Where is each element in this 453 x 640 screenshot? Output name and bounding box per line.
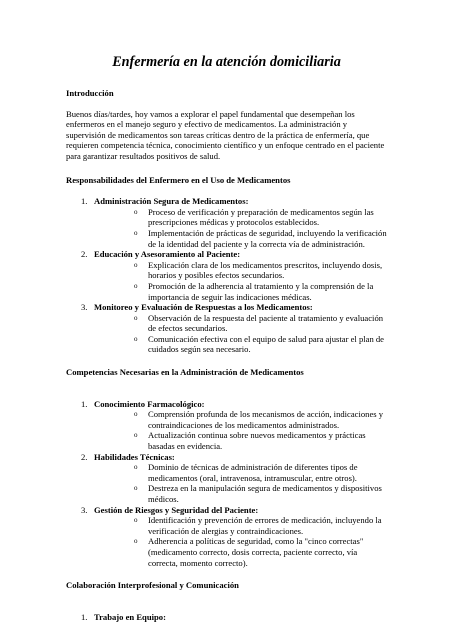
numbered-list xyxy=(66,399,387,569)
bullet-text: Adherencia a políticas de seguridad, como la "cinco correctas" (medicamento correcto, dosis correcta, paciente correcto, vía correcta, momento correcto). xyxy=(148,536,364,568)
list-item xyxy=(66,452,387,505)
bullet-icon: o xyxy=(134,313,138,322)
bullet-item xyxy=(94,334,387,355)
list-item xyxy=(66,612,387,623)
bullet-text: Dominio de técnicas de administración de diferentes tipos de medicamentos (oral, intravenosa, intramuscular, entre otros). xyxy=(148,462,358,483)
item-title: Gestión de Riesgos y Seguridad del Paciente: xyxy=(94,504,259,515)
item-title: Habilidades Técnicas: xyxy=(94,451,175,462)
bullet-icon: o xyxy=(134,281,138,290)
bullet-item xyxy=(94,515,387,536)
item-title: Administración Segura de Medicamentos: xyxy=(94,196,249,207)
bullet-icon: o xyxy=(134,463,138,472)
item-number: 3. xyxy=(81,504,88,515)
item-number: 3. xyxy=(81,302,88,313)
bullet-item xyxy=(94,409,387,430)
item-title: Conocimiento Farmacológico: xyxy=(94,398,205,409)
list-item xyxy=(66,302,387,355)
bullet-text: Proceso de verificación y preparación de medicamentos según las prescripciones médicas y protocolos establecidos. xyxy=(148,206,374,228)
item-number: 1. xyxy=(81,196,88,207)
section-heading: Colaboración Interprofesional y Comunicación xyxy=(66,580,239,591)
intro-paragraph: Buenos días/tardes, hoy vamos a explorar el papel fundamental que desempeñan los enfermeros en el manejo seguro y efectivo de medicamentos. La administración y supervisión de medicamentos son tareas críticas dentro de la práctica de enfermería, que requieren competencia técnica, conocimiento científico y un enfoque centrado en el paciente para garantizar resultados positivos de salud. xyxy=(66,108,385,161)
bullet-item xyxy=(94,462,387,483)
bullet-item xyxy=(94,281,387,302)
bullet-text: Comunicación efectiva con el equipo de salud para ajustar el plan de cuidados según sea necesario. xyxy=(148,333,384,355)
list-item xyxy=(66,196,387,249)
bullet-list xyxy=(94,515,387,568)
bullet-icon: o xyxy=(134,484,138,493)
bullet-list xyxy=(94,313,387,355)
bullet-item xyxy=(94,483,387,504)
item-number: 1. xyxy=(81,398,88,409)
item-title: Trabajo en Equipo: xyxy=(94,611,166,622)
spacer xyxy=(66,389,387,399)
bullet-item xyxy=(94,207,387,228)
bullet-text: Comprensión profunda de los mecanismos de acción, indicaciones y contraindicaciones de los medicamentos administrados. xyxy=(148,409,384,430)
bullet-icon: o xyxy=(134,516,138,525)
bullet-item xyxy=(94,536,387,568)
bullet-icon: o xyxy=(134,410,138,419)
intro-heading: Introducción xyxy=(66,88,114,98)
bullet-icon: o xyxy=(134,207,138,216)
bullet-list xyxy=(94,462,387,504)
spacer xyxy=(66,355,387,367)
bullet-item xyxy=(94,313,387,334)
item-title: Educación y Asesoramiento al Paciente: xyxy=(94,249,241,260)
bullet-text: Explicación clara de los medicamentos prescritos, incluyendo dosis, horarios y posibles efectos secundarios. xyxy=(148,259,383,281)
item-number: 2. xyxy=(81,249,88,260)
bullet-item xyxy=(94,260,387,281)
bullet-icon: o xyxy=(134,431,138,440)
document-title: Enfermería en la atención domiciliaria xyxy=(112,54,341,70)
bullet-item xyxy=(94,430,387,451)
bullet-text: Identificación y prevención de errores de medicación, incluyendo la verificación de alergias y contraindicaciones. xyxy=(148,515,382,536)
bullet-list xyxy=(94,409,387,451)
bullet-icon: o xyxy=(134,228,138,237)
bullet-item xyxy=(94,228,387,249)
bullet-list xyxy=(94,207,387,249)
spacer xyxy=(66,568,387,580)
list-item xyxy=(66,399,387,452)
bullet-icon: o xyxy=(134,334,138,343)
item-number: 1. xyxy=(81,611,88,622)
bullet-text: Implementación de prácticas de seguridad, incluyendo la verificación de la identidad del paciente y la correcta vía de administración. xyxy=(148,227,387,249)
bullet-icon: o xyxy=(134,260,138,269)
list-item xyxy=(66,249,387,302)
section-heading: Responsabilidades del Enfermero en el Uso de Medicamentos xyxy=(66,174,291,185)
section-heading: Competencias Necesarias en la Administración de Medicamentos xyxy=(66,367,304,378)
bullet-text: Destreza en la manipulación segura de medicamentos y dispositivos médicos. xyxy=(148,483,382,504)
bullet-text: Observación de la respuesta del paciente al tratamiento y evaluación de efectos secundarios. xyxy=(148,312,384,334)
item-title: Monitoreo y Evaluación de Respuestas a los Medicamentos: xyxy=(94,302,313,313)
item-number: 2. xyxy=(81,451,88,462)
list-item xyxy=(66,505,387,569)
bullet-icon: o xyxy=(134,537,138,546)
spacer xyxy=(66,602,387,612)
bullet-text: Actualización continua sobre nuevos medicamentos y prácticas basadas en evidencia. xyxy=(148,430,366,452)
bullet-list xyxy=(94,260,387,302)
numbered-list xyxy=(66,196,387,355)
numbered-list xyxy=(66,612,387,623)
bullet-text: Promoción de la adherencia al tratamiento y la comprensión de la importancia de seguir las indicaciones médicas. xyxy=(148,280,374,302)
